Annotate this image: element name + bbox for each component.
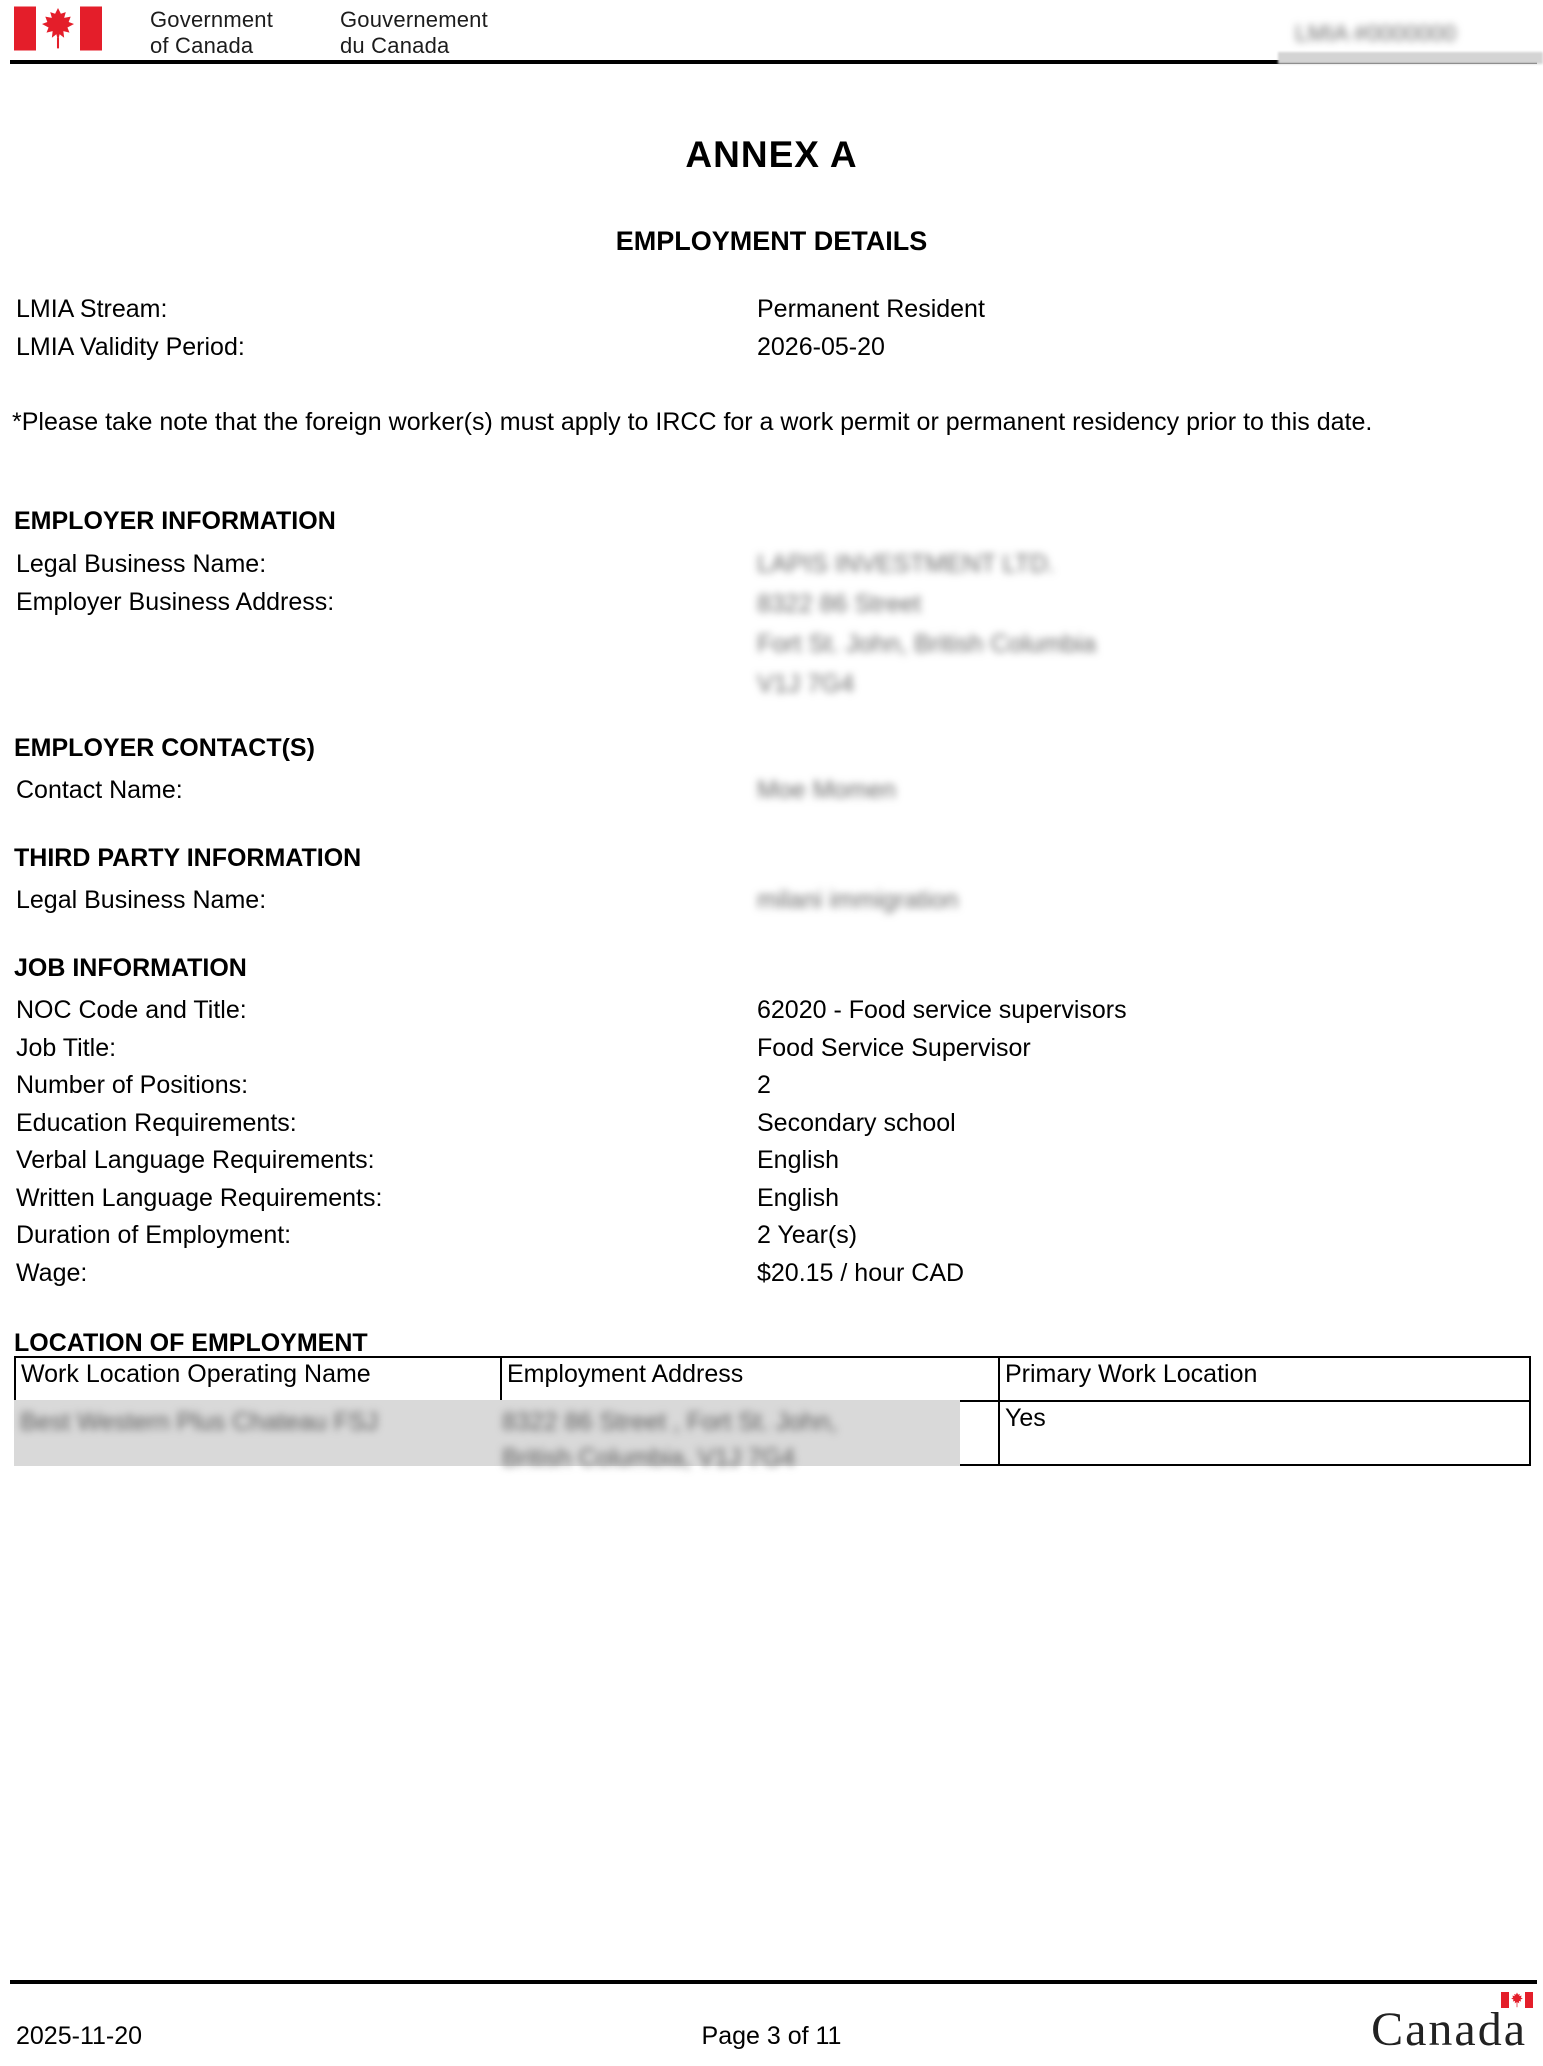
fip-signature-english [150,7,273,59]
cell-primary-work-location: Yes [999,1401,1530,1465]
heading-job-information: JOB INFORMATION [14,954,247,982]
field-value-redacted: LAPIS INVESTMENT LTD. [757,550,1055,578]
canada-wordmark-flag-icon [1501,1992,1533,2008]
field-row-wage [0,1255,1531,1293]
field-label: Written Language Requirements: [16,1183,383,1212]
field-value: English [757,1183,839,1212]
field-row-lmia-stream [0,291,1531,329]
heading-employer-information: EMPLOYER INFORMATION [14,507,336,535]
field-row-legal-business-name [0,546,1531,584]
field-row-noc [0,992,1531,1030]
field-label: Verbal Language Requirements: [16,1146,375,1174]
field-row-contact-name [0,772,1531,810]
field-row-written-language [0,1180,1531,1218]
canada-flag-icon [14,5,102,52]
field-value: 2 Year(s) [757,1221,858,1249]
field-value: 62020 - Food service supervisors [757,996,1127,1024]
col-header-primary-work-location: Primary Work Location [999,1357,1530,1401]
field-label: Number of Positions: [16,1071,249,1099]
field-label: Legal Business Name: [16,550,267,578]
field-label: Duration of Employment: [16,1221,292,1249]
field-label: Job Title: [16,1033,117,1062]
footer-page-number: Page 3 of 11 [701,2022,842,2050]
lmia-number-redacted: LMIA #0000000 [1295,20,1457,46]
field-label: LMIA Validity Period: [16,332,245,361]
address-line-redacted: 8322 86 Street , Fort St. John, [502,1408,837,1436]
field-label: Contact Name: [16,776,183,804]
fip-en-line1: Government [150,7,274,32]
address-line-redacted: 8322 86 Street [757,590,922,618]
heading-third-party: THIRD PARTY INFORMATION [14,844,362,872]
heading-employer-contacts: EMPLOYER CONTACT(S) [14,734,315,762]
fip-fr-line2: du Canada [340,33,450,58]
field-row-education [0,1105,1531,1143]
field-value: 2 [757,1071,771,1099]
col-header-employment-address: Employment Address [501,1357,999,1401]
validity-note: *Please take note that the foreign worker(s) must apply to IRCC for a work permit or permanent residency prior to this date. [12,408,1373,436]
field-label: LMIA Stream: [16,295,168,323]
lmia-fields [0,291,1531,366]
job-information-fields [0,992,1531,1292]
field-value: 2026-05-20 [757,332,885,361]
field-row-job-title [0,1030,1531,1068]
field-value-redacted: milani immigration [757,886,959,914]
address-line-redacted: British Columbia, V1J 7G4 [502,1444,796,1472]
field-label: NOC Code and Title: [16,996,247,1024]
field-value: English [757,1146,839,1174]
location-table [14,1356,1529,1472]
field-label: Employer Business Address: [16,588,335,616]
field-row-positions [0,1067,1531,1105]
address-line-redacted: Fort St. John, British Columbia [757,630,1097,658]
address-line-redacted: V1J 7G4 [757,670,855,698]
field-row-duration [0,1217,1531,1255]
redaction-strip [1278,52,1543,64]
field-row-third-party-name [0,882,1531,920]
canada-wordmark-text: Canada [1371,2003,1527,2056]
field-row-lmia-validity [0,329,1531,367]
field-value: Secondary school [757,1108,956,1137]
field-label: Wage: [16,1258,88,1287]
employment-address-redacted [502,1404,837,1476]
location-table-header-row [15,1357,1530,1401]
fip-fr-line1: Gouvernement [340,7,488,32]
field-value-redacted: Moe Momen [757,776,896,804]
field-row-verbal-language [0,1142,1531,1180]
fip-signature-french [340,7,488,59]
canada-wordmark [1371,2002,1527,2057]
field-row-employer-address [0,584,1531,704]
field-value: Permanent Resident [757,295,985,323]
field-value: $20.15 / hour CAD [757,1258,965,1287]
table-redaction-band [14,1400,960,1472]
page-title: ANNEX A [685,134,858,175]
fip-en-line2: of Canada [150,33,254,58]
field-label: Education Requirements: [16,1108,297,1137]
footer-date: 2025-11-20 [16,2022,143,2050]
footer-rule [10,1980,1537,1984]
heading-location-of-employment: LOCATION OF EMPLOYMENT [14,1329,368,1357]
page-subtitle: EMPLOYMENT DETAILS [615,226,928,256]
operating-name-redacted: Best Western Plus Chateau FSJ [20,1408,379,1436]
field-label: Legal Business Name: [16,886,267,914]
field-value: Food Service Supervisor [757,1033,1031,1062]
col-header-operating-name: Work Location Operating Name [15,1357,501,1401]
